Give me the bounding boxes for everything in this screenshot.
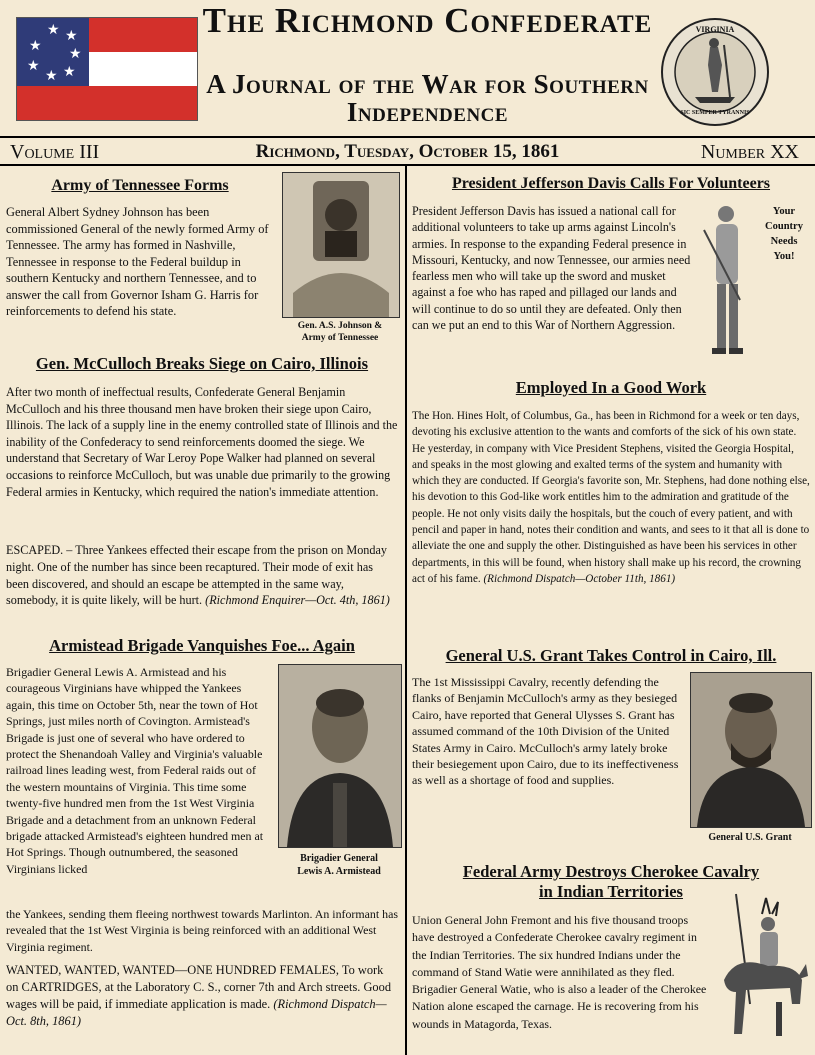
johnson-portrait-image bbox=[282, 172, 400, 318]
holt-body: The Hon. Hines Holt, of Columbus, Ga., has been in Richmond for a week or ten days, devoting his exclusive attention to the wants and comforts of the sick of his own state. He yesterday, in company with Vice President Stephens, visited the Georgia Hospital, and speaks in the most glowing and exalted terms of the system and humanity with which they are conducted. If Georgia's favorite son, Mr. Stephens, had done nothing else, his devotion to this God-like work entitles him to the admiration and gratitude of the people. He not only visits daily the hospitals, but the couch of every patient, and with pencil and paper in hand, notes their condition and wants, and sees to it that all is done to alleviate the one and supply the other. Distinguished as have been his services in other departments, in this will be found, when history shall make up his record, the crowning act of his fame. (Richmond Dispatch—October 11th, 1861) bbox=[412, 410, 810, 585]
svg-text:★: ★ bbox=[65, 28, 78, 44]
slogan-line4: You! bbox=[773, 251, 795, 262]
escaped-body: ESCAPED. – Three Yankees effected their escape from the prison on Monday night. One of the number has since been recaptured. Their mode of exit has been discovered, and should an escape be attempted in the same way, somebody, it is quite likely, will be hurt. (Richmond Enquirer—Oct. 4th, 1861) bbox=[6, 543, 390, 608]
volume-label: Volume III bbox=[10, 141, 100, 163]
armistead-body-full: the Yankees, sending them fleeing northwest towards Marlinton. An informant has revealed that the 1st West Virginia is being reinforced with an additional West Virginia regiment. bbox=[6, 907, 398, 954]
recruitment-slogan bbox=[756, 204, 812, 264]
armistead-caption-line2: Lewis A. Armistead bbox=[297, 866, 381, 877]
johnson-caption-line2: Army of Tennessee bbox=[301, 333, 379, 343]
soldier-illustration bbox=[696, 200, 758, 360]
grant-portrait-image bbox=[690, 672, 812, 828]
svg-text:★: ★ bbox=[45, 68, 58, 84]
grant-headline: General U.S. Grant Takes Control in Cairo, Ill. bbox=[445, 646, 777, 665]
wanted-body: WANTED, WANTED, WANTED—ONE HUNDRED FEMALES, To work on CARTRIDGES, at the Laboratory C. S., corner 7th and Arch streets. Good wages will be paid, if immediate application is made. (Richmond Dispatch—Oct. 8th, 1861) bbox=[6, 963, 392, 1028]
tennessee-headline: Army of Tennessee Forms bbox=[51, 177, 229, 194]
article-escaped bbox=[6, 542, 398, 609]
article-armistead bbox=[6, 636, 398, 656]
cherokee-rider-illustration bbox=[716, 884, 810, 1046]
article-grant bbox=[412, 646, 810, 666]
cherokee-headline-line2: in Indian Territories bbox=[539, 882, 683, 901]
armistead-body-wrap bbox=[6, 664, 270, 877]
armistead-caption-line1: Brigadier General bbox=[300, 853, 378, 864]
confederate-flag-image bbox=[16, 17, 198, 121]
svg-text:★: ★ bbox=[29, 38, 42, 54]
davis-body: President Jefferson Davis has issued a national call for additional volunteers to take up arms against Lincoln's armies. In response to the expanding Federal presence in Missouri, Kentucky, and now Tennessee, our armies need fearless men who will take up the sword and musket against a foe who has raped and pillaged our lands and will continue to do so until they are defeated. Only then can we put an end to this War of Northern Aggression. bbox=[412, 204, 691, 333]
johnson-caption bbox=[278, 320, 402, 344]
davis-body-wrap bbox=[412, 203, 694, 333]
svg-text:★: ★ bbox=[47, 22, 60, 38]
armistead-caption bbox=[276, 852, 402, 878]
armistead-body-continued bbox=[6, 906, 398, 955]
virginia-seal-image bbox=[660, 17, 770, 127]
johnson-caption-line1: Gen. A.S. Johnson & bbox=[297, 321, 383, 331]
cherokee-body: Union General John Fremont and his five thousand troops have destroyed a Confederate Cherokee cavalry regiment in the Indian Territories. The six hundred Indians under the command of Stand Watie were annihilated as they fled. Brigadier General Watie, who is also a leader of the Cherokee Nation alone escaped the carnage. He is recovering from his wounds in Matagorda, Texas. bbox=[412, 913, 707, 1031]
armistead-portrait-image bbox=[278, 664, 402, 848]
armistead-headline: Armistead Brigade Vanquishes Foe... Again bbox=[49, 636, 355, 655]
davis-headline: President Jefferson Davis Calls For Volunteers bbox=[451, 175, 771, 192]
svg-text:★: ★ bbox=[27, 58, 40, 74]
article-holt bbox=[412, 378, 810, 587]
slogan-line1: Your bbox=[772, 206, 796, 217]
slogan-line3: Needs bbox=[770, 236, 798, 247]
seal-motto: SIC SEMPER TYRANNIS bbox=[680, 110, 750, 116]
article-davis bbox=[412, 174, 810, 194]
holt-headline: Employed In a Good Work bbox=[515, 378, 707, 397]
grant-body-wrap bbox=[412, 674, 684, 789]
armistead-body: Brigadier General Lewis A. Armistead and his courageous Virginians have whipped the Yankees again, this time on October 5th, near the town of Hot Springs, just miles north of Covington. Armistead's Brigade is just one of several who have ordered to protect the Shenandoah Valley and Virginia's valuable railroad lines leading west, from Federal raids out of the western mountains of Virginia. This time some twenty-five hundred men from the 1st West Virginia Brigade and a detachment from an unknown Federal brigade attacked Armistead's eighteen hundred men at Hot Springs. Though outnumbered, the seasoned Virginians licked bbox=[6, 665, 264, 876]
escaped-citation: (Richmond Enquirer—Oct. 4th, 1861) bbox=[205, 593, 390, 608]
seal-text: VIRGINIA bbox=[695, 25, 735, 34]
wanted-citation: (Richmond Dispatch—Oct. 8th, 1861) bbox=[6, 997, 387, 1028]
tennessee-body: General Albert Sydney Johnson has been commissioned General of the newly formed Army of Tennessee. The army has formed in Nashville, Tennessee in response to the Federal buildup in southern Kentucky and northern Tennessee, and to answer the call from Governor Isham G. Harris for reinforcements to defend his state. bbox=[6, 205, 269, 318]
issue-number: Number XX bbox=[700, 141, 799, 163]
grant-caption: General U.S. Grant bbox=[708, 832, 792, 843]
mcculloch-body: After two month of ineffectual results, Confederate General Benjamin McCulloch and his three thousand men have broken their siege upon Cairo, Illinois. The lack of a supply line in the enemy controlled state of Illinois and the inability of the Confederacy to send reinforcements doomed the siege. We understand that Secretary of War Leroy Pope Walker had planned on several occasions to reinforce McCulloch, but was unable due primarily to the growing Federal armies in Kentucky, which required the nation's immediate attention. bbox=[6, 385, 398, 499]
newspaper-title: The Richmond Confederate bbox=[202, 1, 653, 40]
mcculloch-headline: Gen. McCulloch Breaks Siege on Cairo, Illinois bbox=[35, 354, 369, 373]
place-date: Richmond, Tuesday, October 15, 1861 bbox=[255, 141, 560, 162]
dateline-rule bbox=[0, 164, 815, 166]
slogan-line2: Country bbox=[765, 221, 803, 232]
article-tennessee bbox=[6, 176, 274, 320]
svg-text:★: ★ bbox=[69, 46, 82, 62]
masthead-rule bbox=[0, 136, 815, 138]
grant-body: The 1st Mississippi Cavalry, recently defending the flanks of Benjamin McCulloch's army as they besieged Cairo, have reported that General Ulysses S. Grant has assumed command of the 10th Division of the United States Army in Cairo. McCulloch's army lately broke their besiegement upon Cairo, due to its ineffectiveness as well as a shortage of food and supplies. bbox=[412, 675, 679, 788]
newspaper-subtitle: A Journal of the War for Southern Independence bbox=[206, 69, 649, 127]
article-mcculloch bbox=[6, 354, 398, 500]
column-divider bbox=[405, 164, 407, 1055]
wanted-lead: WANTED, WANTED, WANTED—ONE HUNDRED FEMALES, bbox=[6, 963, 340, 977]
svg-text:★: ★ bbox=[63, 64, 76, 80]
holt-citation: (Richmond Dispatch—October 11th, 1861) bbox=[483, 572, 676, 585]
article-wanted bbox=[6, 962, 398, 1030]
cherokee-body-wrap bbox=[412, 912, 708, 1033]
cherokee-headline-line1: Federal Army Destroys Cherokee Cavalry bbox=[462, 862, 760, 881]
